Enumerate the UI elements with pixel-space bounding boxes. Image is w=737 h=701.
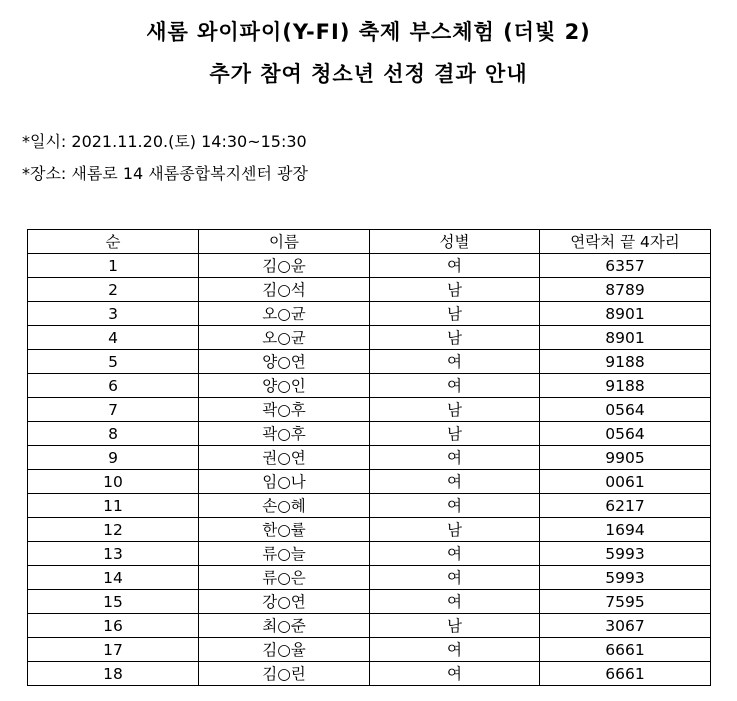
- cell-number: 17: [28, 638, 199, 662]
- cell-name: 양○인: [199, 374, 370, 398]
- cell-name: 양○연: [199, 350, 370, 374]
- cell-gender: 남: [370, 614, 540, 638]
- cell-phone-last4: 6217: [540, 494, 711, 518]
- cell-name: 임○나: [199, 470, 370, 494]
- table-row: [28, 542, 711, 566]
- table-row: [28, 422, 711, 446]
- document-subtitle: 추가 참여 청소년 선정 결과 안내: [209, 62, 528, 86]
- cell-phone-last4: 9188: [540, 374, 711, 398]
- cell-name: 최○준: [199, 614, 370, 638]
- cell-gender: 남: [370, 326, 540, 350]
- cell-phone-last4: 0564: [540, 398, 711, 422]
- cell-number: 11: [28, 494, 199, 518]
- cell-gender: 남: [370, 278, 540, 302]
- table-row: [28, 278, 711, 302]
- table-row: [28, 518, 711, 542]
- cell-number: 1: [28, 254, 199, 278]
- cell-number: 14: [28, 566, 199, 590]
- cell-name: 오○균: [199, 326, 370, 350]
- cell-phone-last4: 8789: [540, 278, 711, 302]
- table-row: [28, 254, 711, 278]
- cell-gender: 남: [370, 518, 540, 542]
- table-row: [28, 350, 711, 374]
- event-place-line: *장소: 새롬로 14 새롬종합복지센터 광장: [22, 164, 308, 183]
- table-row: [28, 494, 711, 518]
- cell-name: 오○균: [199, 302, 370, 326]
- cell-gender: 여: [370, 662, 540, 686]
- cell-phone-last4: 9905: [540, 446, 711, 470]
- participant-table: [27, 229, 711, 686]
- cell-phone-last4: 6357: [540, 254, 711, 278]
- cell-gender: 여: [370, 350, 540, 374]
- cell-phone-last4: 5993: [540, 542, 711, 566]
- cell-number: 6: [28, 374, 199, 398]
- cell-number: 10: [28, 470, 199, 494]
- cell-number: 8: [28, 422, 199, 446]
- table-row: [28, 374, 711, 398]
- cell-phone-last4: 8901: [540, 302, 711, 326]
- header-name: 이름: [199, 230, 370, 254]
- cell-gender: 여: [370, 542, 540, 566]
- cell-phone-last4: 1694: [540, 518, 711, 542]
- header-phone-last4: 연락처 끝 4자리: [540, 230, 711, 254]
- table-row: [28, 638, 711, 662]
- cell-phone-last4: 6661: [540, 662, 711, 686]
- cell-gender: 여: [370, 494, 540, 518]
- cell-gender: 여: [370, 446, 540, 470]
- cell-gender: 남: [370, 422, 540, 446]
- cell-number: 18: [28, 662, 199, 686]
- table-row: [28, 566, 711, 590]
- event-date-line: *일시: 2021.11.20.(토) 14:30~15:30: [22, 132, 307, 151]
- cell-number: 12: [28, 518, 199, 542]
- cell-phone-last4: 0061: [540, 470, 711, 494]
- cell-phone-last4: 6661: [540, 638, 711, 662]
- cell-name: 한○률: [199, 518, 370, 542]
- table-row: [28, 326, 711, 350]
- cell-name: 김○율: [199, 638, 370, 662]
- cell-number: 15: [28, 590, 199, 614]
- cell-number: 4: [28, 326, 199, 350]
- header-number: 순: [28, 230, 199, 254]
- cell-gender: 여: [370, 590, 540, 614]
- cell-number: 13: [28, 542, 199, 566]
- cell-name: 손○혜: [199, 494, 370, 518]
- cell-number: 16: [28, 614, 199, 638]
- cell-name: 류○은: [199, 566, 370, 590]
- table-row: [28, 446, 711, 470]
- cell-gender: 여: [370, 470, 540, 494]
- table-row: [28, 470, 711, 494]
- cell-phone-last4: 0564: [540, 422, 711, 446]
- cell-name: 곽○후: [199, 422, 370, 446]
- cell-phone-last4: 8901: [540, 326, 711, 350]
- cell-name: 류○늘: [199, 542, 370, 566]
- cell-number: 7: [28, 398, 199, 422]
- cell-name: 김○윤: [199, 254, 370, 278]
- cell-name: 김○린: [199, 662, 370, 686]
- cell-phone-last4: 5993: [540, 566, 711, 590]
- cell-gender: 남: [370, 302, 540, 326]
- cell-phone-last4: 9188: [540, 350, 711, 374]
- cell-name: 권○연: [199, 446, 370, 470]
- table-header-row: [28, 230, 711, 254]
- table-row: [28, 614, 711, 638]
- table-body: [28, 254, 711, 686]
- cell-name: 강○연: [199, 590, 370, 614]
- cell-name: 김○석: [199, 278, 370, 302]
- document-title: 새롬 와이파이(Y-FI) 축제 부스체험 (더빛 2): [146, 20, 591, 44]
- table-row: [28, 590, 711, 614]
- cell-name: 곽○후: [199, 398, 370, 422]
- cell-gender: 여: [370, 374, 540, 398]
- cell-number: 5: [28, 350, 199, 374]
- cell-gender: 여: [370, 254, 540, 278]
- cell-gender: 여: [370, 638, 540, 662]
- cell-phone-last4: 3067: [540, 614, 711, 638]
- header-gender: 성별: [370, 230, 540, 254]
- cell-number: 2: [28, 278, 199, 302]
- table-row: [28, 398, 711, 422]
- table-row: [28, 302, 711, 326]
- cell-number: 9: [28, 446, 199, 470]
- table-row: [28, 662, 711, 686]
- cell-gender: 남: [370, 398, 540, 422]
- cell-number: 3: [28, 302, 199, 326]
- cell-gender: 여: [370, 566, 540, 590]
- cell-phone-last4: 7595: [540, 590, 711, 614]
